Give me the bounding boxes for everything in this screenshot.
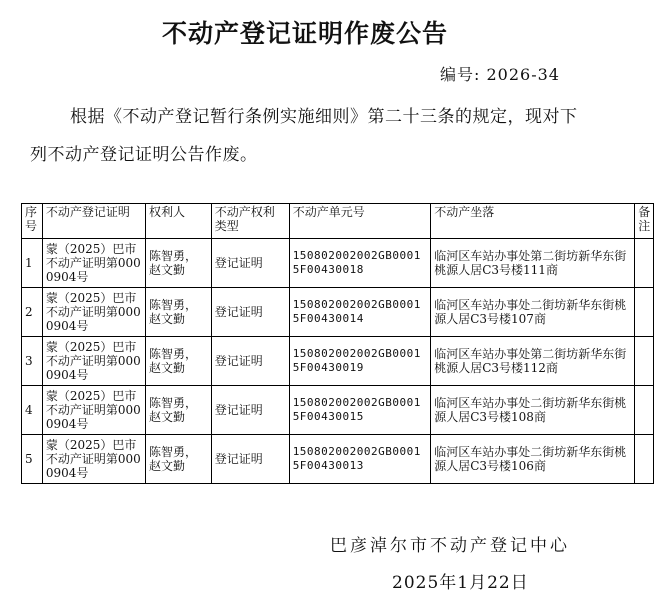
- cell-seq: 4: [22, 386, 43, 435]
- page-title: 不动产登记证明作废公告: [161, 19, 448, 48]
- cell-note: [635, 288, 654, 337]
- cell-owner: 陈智勇，赵文勤: [145, 288, 211, 337]
- cell-certificate: 蒙（2025）巴市不动产证明第0000904号: [42, 386, 145, 435]
- cell-seq: 1: [22, 239, 43, 288]
- cell-seq: 3: [22, 337, 43, 386]
- cell-note: [635, 239, 654, 288]
- cell-unit-number: 150802002002GB0001 5F00430014: [289, 288, 431, 337]
- header-unit-number: 不动产单元号: [289, 204, 431, 239]
- cell-note: [635, 435, 654, 484]
- cell-certificate: 蒙（2025）巴市不动产证明第0000904号: [42, 288, 145, 337]
- table-header-row: [22, 204, 654, 239]
- header-certificate: 不动产登记证明: [42, 204, 145, 239]
- cell-owner: 陈智勇，赵文勤: [145, 435, 211, 484]
- cell-location: 临河区车站办事处第二街坊新华东街桃源人居C3号楼111商: [431, 239, 635, 288]
- header-owner: 权利人: [145, 204, 211, 239]
- issue-date: 2025年1月22日: [392, 573, 529, 593]
- cell-right-type: 登记证明: [211, 337, 289, 386]
- cell-certificate: 蒙（2025）巴市不动产证明第0000904号: [42, 337, 145, 386]
- certificate-table: [21, 203, 654, 484]
- cell-unit-number: 150802002002GB0001 5F00430018: [289, 239, 431, 288]
- table-row: [22, 337, 654, 386]
- header-seq: 序号: [22, 204, 43, 239]
- cell-location: 临河区车站办事处二街坊新华东街桃源人居C3号楼106商: [431, 435, 635, 484]
- table-row: [22, 386, 654, 435]
- cell-right-type: 登记证明: [211, 386, 289, 435]
- cell-unit-number: 150802002002GB0001 5F00430015: [289, 386, 431, 435]
- cell-owner: 陈智勇，赵文勤: [145, 239, 211, 288]
- cell-right-type: 登记证明: [211, 239, 289, 288]
- document-number: 编号: 2026-34: [440, 65, 560, 84]
- cell-certificate: 蒙（2025）巴市不动产证明第0000904号: [42, 435, 145, 484]
- cell-seq: 5: [22, 435, 43, 484]
- cell-right-type: 登记证明: [211, 288, 289, 337]
- cell-owner: 陈智勇，赵文勤: [145, 386, 211, 435]
- header-right-type: 不动产权利类型: [211, 204, 289, 239]
- intro-paragraph: 根据《不动产登记暂行条例实施细则》第二十三条的规定，现对下列不动产登记证明公告作废。: [30, 107, 578, 165]
- issuing-organization: 巴彦淖尔市不动产登记中心: [330, 536, 570, 556]
- cell-location: 临河区车站办事处二街坊新华东街桃源人居C3号楼107商: [431, 288, 635, 337]
- cell-certificate: 蒙（2025）巴市不动产证明第0000904号: [42, 239, 145, 288]
- cell-unit-number: 150802002002GB0001 5F00430019: [289, 337, 431, 386]
- table-row: [22, 435, 654, 484]
- cell-right-type: 登记证明: [211, 435, 289, 484]
- table-row: [22, 239, 654, 288]
- cell-location: 临河区车站办事处二街坊新华东街桃源人居C3号楼108商: [431, 386, 635, 435]
- header-note: 备注: [635, 204, 654, 239]
- cell-seq: 2: [22, 288, 43, 337]
- table-row: [22, 288, 654, 337]
- cell-note: [635, 386, 654, 435]
- cell-unit-number: 150802002002GB0001 5F00430013: [289, 435, 431, 484]
- cell-note: [635, 337, 654, 386]
- header-location: 不动产坐落: [431, 204, 635, 239]
- cell-location: 临河区车站办事处第二街坊新华东街桃源人居C3号楼112商: [431, 337, 635, 386]
- cell-owner: 陈智勇，赵文勤: [145, 337, 211, 386]
